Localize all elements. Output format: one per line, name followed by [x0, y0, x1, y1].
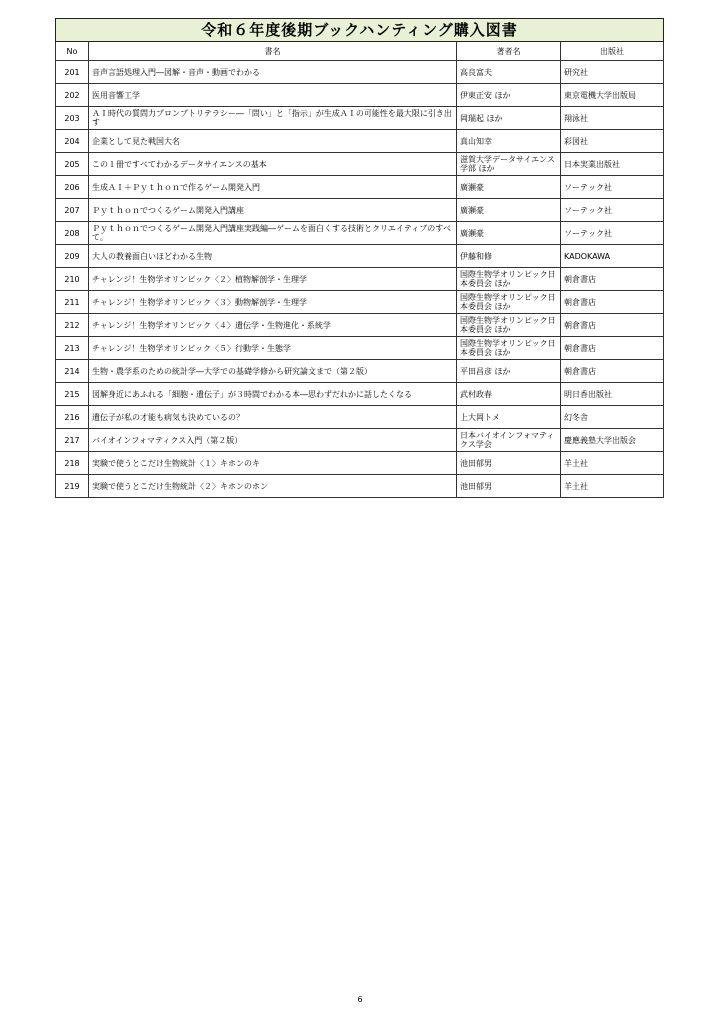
cell-publisher: 慶應義塾大学出版会 [561, 429, 664, 452]
cell-author: 武村政春 [457, 383, 561, 406]
table-row [56, 406, 664, 429]
cell-author: 廣瀬豪 [457, 199, 561, 222]
header-no: No [56, 42, 89, 61]
book-purchase-table [55, 18, 664, 498]
table-row [56, 153, 664, 176]
cell-title: ＡＩ時代の質問力プロンプトリテラシー―「問い」と「指示」が生成ＡＩの可能性を最大限に引き出す [89, 107, 457, 130]
table-row [56, 84, 664, 107]
cell-title: 図解身近にあふれる「細胞・遺伝子」が３時間でわかる本―思わずだれかに話したくなる [89, 383, 457, 406]
cell-title: 大人の教養面白いほどわかる生物 [89, 245, 457, 268]
cell-author: 伊東正安 ほか [457, 84, 561, 107]
cell-title: Ｐｙｔｈｏｎでつくるゲーム開発入門講座実践編―ゲームを面白くする技術とクリエイティブのすべて。 [89, 222, 457, 245]
header-author: 著者名 [457, 42, 561, 61]
cell-title: 実験で使うとこだけ生物統計〈２〉キホンのホン [89, 475, 457, 498]
cell-publisher: 羊土社 [561, 475, 664, 498]
cell-title: バイオインフォマティクス入門（第２版） [89, 429, 457, 452]
cell-author: 池田郁男 [457, 452, 561, 475]
page-number: 6 [357, 995, 363, 1004]
cell-publisher: 研究社 [561, 61, 664, 84]
cell-no: 219 [56, 475, 89, 498]
cell-author: 滋賀大学データサイエンス学部 ほか [457, 153, 561, 176]
table-row [56, 61, 664, 84]
table-row [56, 245, 664, 268]
cell-author: 国際生物学オリンピック日本委員会 ほか [457, 337, 561, 360]
table-row [56, 107, 664, 130]
cell-author: 廣瀬豪 [457, 222, 561, 245]
cell-author: 高良富夫 [457, 61, 561, 84]
cell-no: 213 [56, 337, 89, 360]
cell-no: 204 [56, 130, 89, 153]
cell-no: 205 [56, 153, 89, 176]
table-row [56, 291, 664, 314]
cell-no: 202 [56, 84, 89, 107]
cell-no: 217 [56, 429, 89, 452]
cell-title: 企業として見た戦国大名 [89, 130, 457, 153]
table-row [56, 475, 664, 498]
table-row [56, 130, 664, 153]
cell-author: 廣瀬豪 [457, 176, 561, 199]
cell-author: 平田昌彦 ほか [457, 360, 561, 383]
cell-publisher: 朝倉書店 [561, 337, 664, 360]
table-row [56, 383, 664, 406]
table-row [56, 222, 664, 245]
cell-no: 206 [56, 176, 89, 199]
cell-publisher: 朝倉書店 [561, 314, 664, 337]
table-row [56, 337, 664, 360]
cell-publisher: 幻冬舎 [561, 406, 664, 429]
cell-publisher: KADOKAWA [561, 245, 664, 268]
cell-title: チャレンジ！生物学オリンピック〈２〉植物解剖学・生理学 [89, 268, 457, 291]
header-publisher: 出版社 [561, 42, 664, 61]
cell-author: 国際生物学オリンピック日本委員会 ほか [457, 314, 561, 337]
cell-publisher: 日本実業出版社 [561, 153, 664, 176]
cell-author: 日本バイオインフォマティクス学会 [457, 429, 561, 452]
cell-no: 201 [56, 61, 89, 84]
table-title: 令和６年度後期ブックハンティング購入図書 [56, 19, 664, 42]
cell-title: チャレンジ！生物学オリンピック〈４〉遺伝学・生物進化・系統学 [89, 314, 457, 337]
cell-title: この１冊ですべてわかるデータサイエンスの基本 [89, 153, 457, 176]
cell-no: 203 [56, 107, 89, 130]
cell-author: 真山知幸 [457, 130, 561, 153]
cell-title: 生成ＡＩ＋Ｐｙｔｈｏｎで作るゲーム開発入門 [89, 176, 457, 199]
table-row [56, 268, 664, 291]
header-title: 書名 [89, 42, 457, 61]
cell-no: 218 [56, 452, 89, 475]
cell-no: 214 [56, 360, 89, 383]
cell-publisher: ソーテック社 [561, 176, 664, 199]
cell-publisher: ソーテック社 [561, 222, 664, 245]
cell-author: 伊藤和修 [457, 245, 561, 268]
cell-publisher: 彩図社 [561, 130, 664, 153]
cell-no: 207 [56, 199, 89, 222]
cell-author: 岡瑞起 ほか [457, 107, 561, 130]
cell-author: 上大岡トメ [457, 406, 561, 429]
cell-no: 216 [56, 406, 89, 429]
cell-publisher: 朝倉書店 [561, 268, 664, 291]
table-row [56, 176, 664, 199]
cell-no: 208 [56, 222, 89, 245]
cell-no: 211 [56, 291, 89, 314]
table-row [56, 360, 664, 383]
cell-publisher: ソーテック社 [561, 199, 664, 222]
cell-publisher: 朝倉書店 [561, 291, 664, 314]
cell-publisher: 朝倉書店 [561, 360, 664, 383]
cell-title: 音声言語処理入門―図解・音声・動画でわかる [89, 61, 457, 84]
table-row [56, 199, 664, 222]
cell-publisher: 明日香出版社 [561, 383, 664, 406]
cell-no: 210 [56, 268, 89, 291]
cell-publisher: 翔泳社 [561, 107, 664, 130]
cell-author: 池田郁男 [457, 475, 561, 498]
cell-no: 209 [56, 245, 89, 268]
cell-title: 医用音響工学 [89, 84, 457, 107]
cell-title: チャレンジ！生物学オリンピック〈３〉動物解剖学・生理学 [89, 291, 457, 314]
cell-no: 215 [56, 383, 89, 406]
cell-author: 国際生物学オリンピック日本委員会 ほか [457, 268, 561, 291]
cell-publisher: 東京電機大学出版局 [561, 84, 664, 107]
cell-title: 生物・農学系のための統計学―大学での基礎学修から研究論文まで（第２版） [89, 360, 457, 383]
cell-publisher: 羊土社 [561, 452, 664, 475]
cell-title: Ｐｙｔｈｏｎでつくるゲーム開発入門講座 [89, 199, 457, 222]
table-row [56, 314, 664, 337]
cell-title: 遺伝子が私の才能も病気も決めているの？ [89, 406, 457, 429]
cell-title: チャレンジ！生物学オリンピック〈５〉行動学・生態学 [89, 337, 457, 360]
cell-title: 実験で使うとこだけ生物統計〈１〉キホンのキ [89, 452, 457, 475]
cell-author: 国際生物学オリンピック日本委員会 ほか [457, 291, 561, 314]
table-row [56, 452, 664, 475]
cell-no: 212 [56, 314, 89, 337]
table-row [56, 429, 664, 452]
